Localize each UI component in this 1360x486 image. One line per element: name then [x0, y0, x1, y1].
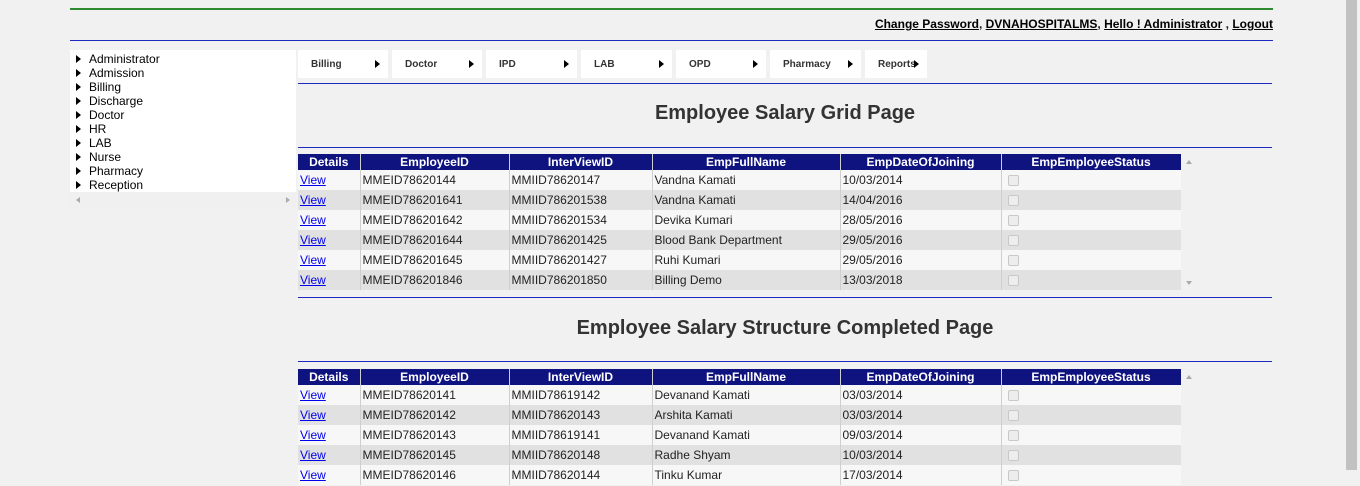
sidebar-item-reception[interactable]	[76, 178, 296, 192]
salary-grid	[298, 154, 1182, 290]
joining-date-cell: 13/03/2018	[840, 270, 1001, 290]
section-divider	[298, 297, 1272, 298]
interview-id-cell: MMIID78620148	[509, 445, 652, 465]
menu-item-label: Reports	[878, 58, 916, 70]
top-menu-bar	[298, 50, 927, 78]
top-green-rule	[70, 8, 1273, 10]
employee-id-cell: MMEID786201645	[360, 250, 509, 270]
completed-grid-container	[298, 369, 1197, 486]
status-checkbox	[1008, 390, 1019, 401]
full-name-cell: Billing Demo	[652, 270, 840, 290]
full-name-cell: Blood Bank Department	[652, 230, 840, 250]
sidebar-horizontal-scrollbar[interactable]	[70, 192, 296, 208]
caret-right-icon	[76, 125, 81, 133]
interview-id-cell: MMIID786201425	[509, 230, 652, 250]
sidebar-item-label: LAB	[89, 136, 112, 150]
page-vertical-scrollbar[interactable]	[1343, 0, 1360, 486]
full-name-cell: Devanand Kamati	[652, 425, 840, 445]
sidebar	[70, 50, 296, 208]
joining-date-cell: 28/05/2016	[840, 210, 1001, 230]
full-name-cell: Radhe Shyam	[652, 445, 840, 465]
sidebar-menu	[70, 50, 296, 192]
caret-right-icon	[76, 111, 81, 119]
caret-right-icon	[469, 60, 474, 68]
interview-id-cell: MMIID786201534	[509, 210, 652, 230]
scroll-up-icon[interactable]	[1186, 160, 1192, 164]
caret-right-icon	[76, 83, 81, 91]
table-row	[298, 170, 1181, 190]
joining-date-cell: 29/05/2016	[840, 250, 1001, 270]
menu-item-label: Billing	[311, 58, 342, 70]
employee-id-cell: MMEID78620144	[360, 170, 509, 190]
sidebar-item-lab[interactable]	[76, 136, 296, 150]
employee-id-cell: MMEID786201641	[360, 190, 509, 210]
view-link[interactable]: View	[300, 173, 326, 187]
table-row	[298, 385, 1181, 405]
grid-header-row	[298, 369, 1181, 385]
caret-right-icon	[375, 60, 380, 68]
menu-item-label: OPD	[689, 58, 711, 70]
table-row	[298, 190, 1181, 210]
menu-item-opd[interactable]	[676, 50, 766, 78]
joining-date-cell: 03/03/2014	[840, 385, 1001, 405]
menu-item-pharmacy[interactable]	[770, 50, 861, 78]
column-header-empdateofjoining: EmpDateOfJoining	[840, 369, 1001, 385]
salary-grid-title: Employee Salary Grid Page	[654, 102, 916, 124]
scrollbar-thumb[interactable]	[1346, 0, 1357, 470]
full-name-cell: Devika Kumari	[652, 210, 840, 230]
column-header-empemployeestatus: EmpEmployeeStatus	[1001, 369, 1181, 385]
sidebar-item-hr[interactable]	[76, 122, 296, 136]
joining-date-cell: 29/05/2016	[840, 230, 1001, 250]
view-link[interactable]: View	[300, 213, 326, 227]
menu-item-label: Doctor	[405, 58, 438, 70]
hospital-link[interactable]: DVNAHOSPITALMS	[985, 17, 1098, 31]
full-name-cell: Ruhi Kumari	[652, 250, 840, 270]
sidebar-item-doctor[interactable]	[76, 108, 296, 122]
caret-right-icon	[914, 60, 919, 68]
interview-id-cell: MMIID78620144	[509, 465, 652, 485]
employee-id-cell: MMEID786201642	[360, 210, 509, 230]
status-checkbox	[1008, 255, 1019, 266]
full-name-cell: Devanand Kamati	[652, 385, 840, 405]
interview-id-cell: MMIID786201538	[509, 190, 652, 210]
view-link[interactable]: View	[300, 468, 326, 482]
joining-date-cell: 03/03/2014	[840, 405, 1001, 425]
completed-grid-vertical-scrollbar[interactable]	[1181, 369, 1197, 486]
menu-item-label: LAB	[594, 58, 615, 70]
caret-right-icon	[76, 181, 81, 189]
employee-id-cell: MMEID78620141	[360, 385, 509, 405]
caret-right-icon	[76, 69, 81, 77]
column-header-employeeid: EmployeeID	[360, 154, 509, 170]
menu-item-label: Pharmacy	[783, 58, 831, 70]
column-header-details: Details	[298, 369, 360, 385]
greeting-link[interactable]: Hello ! Administrator	[1104, 17, 1223, 31]
view-link[interactable]: View	[300, 408, 326, 422]
view-link[interactable]: View	[300, 253, 326, 267]
status-checkbox	[1008, 430, 1019, 441]
status-checkbox	[1008, 410, 1019, 421]
change-password-link[interactable]: Change Password	[874, 17, 979, 31]
sidebar-item-label: Doctor	[89, 108, 125, 122]
caret-right-icon	[76, 97, 81, 105]
status-checkbox	[1008, 215, 1019, 226]
joining-date-cell: 10/03/2014	[840, 445, 1001, 465]
column-header-empfullname: EmpFullName	[652, 154, 840, 170]
interview-id-cell: MMIID78620143	[509, 405, 652, 425]
interview-id-cell: MMIID78619141	[509, 425, 652, 445]
joining-date-cell: 14/04/2016	[840, 190, 1001, 210]
menu-item-ipd[interactable]	[486, 50, 577, 78]
sidebar-item-nurse[interactable]	[76, 150, 296, 164]
view-link[interactable]: View	[300, 388, 326, 402]
sidebar-item-label: Pharmacy	[89, 164, 144, 178]
interview-id-cell: MMIID78620147	[509, 170, 652, 190]
column-header-empemployeestatus: EmpEmployeeStatus	[1001, 154, 1181, 170]
sidebar-item-label: Admission	[89, 66, 145, 80]
full-name-cell: Arshita Kamati	[652, 405, 840, 425]
column-header-empfullname: EmpFullName	[652, 369, 840, 385]
sidebar-item-administrator[interactable]	[76, 52, 296, 66]
view-link[interactable]: View	[300, 233, 326, 247]
employee-id-cell: MMEID78620142	[360, 405, 509, 425]
full-name-cell: Vandna Kamati	[652, 190, 840, 210]
interview-id-cell: MMIID78619142	[509, 385, 652, 405]
full-name-cell: Vandna Kamati	[652, 170, 840, 190]
scroll-left-icon[interactable]	[76, 197, 80, 203]
sidebar-item-label: Administrator	[89, 52, 160, 66]
section-divider	[298, 83, 1272, 84]
table-row	[298, 445, 1181, 465]
status-checkbox	[1008, 275, 1019, 286]
section-divider	[298, 147, 1272, 148]
scroll-right-icon[interactable]	[286, 197, 290, 203]
caret-right-icon	[564, 60, 569, 68]
table-row	[298, 250, 1181, 270]
header-links: Change Password, DVNAHOSPITALMS, Hello ! Administrator , Logout	[874, 17, 1273, 31]
employee-id-cell: MMEID78620143	[360, 425, 509, 445]
view-link[interactable]: View	[300, 273, 326, 287]
scroll-down-icon[interactable]	[1186, 281, 1192, 285]
table-row	[298, 465, 1181, 485]
employee-id-cell: MMEID786201644	[360, 230, 509, 250]
sidebar-item-discharge[interactable]	[76, 94, 296, 108]
caret-right-icon	[848, 60, 853, 68]
employee-id-cell: MMEID78620145	[360, 445, 509, 465]
sidebar-item-label: HR	[89, 122, 107, 136]
table-row	[298, 270, 1181, 290]
status-checkbox	[1008, 450, 1019, 461]
salary-grid-container	[298, 154, 1197, 291]
view-link[interactable]: View	[300, 448, 326, 462]
interview-id-cell: MMIID786201427	[509, 250, 652, 270]
view-link[interactable]: View	[300, 428, 326, 442]
menu-item-label: IPD	[499, 58, 516, 70]
table-row	[298, 405, 1181, 425]
scroll-up-icon[interactable]	[1186, 375, 1192, 379]
status-checkbox	[1008, 235, 1019, 246]
caret-right-icon	[76, 139, 81, 147]
status-checkbox	[1008, 195, 1019, 206]
employee-id-cell: MMEID786201846	[360, 270, 509, 290]
interview-id-cell: MMIID786201850	[509, 270, 652, 290]
sidebar-item-admission[interactable]	[76, 66, 296, 80]
joining-date-cell: 09/03/2014	[840, 425, 1001, 445]
table-row	[298, 230, 1181, 250]
column-header-interviewid: InterViewID	[509, 369, 652, 385]
table-row	[298, 210, 1181, 230]
caret-right-icon	[76, 167, 81, 175]
caret-right-icon	[753, 60, 758, 68]
column-header-employeeid: EmployeeID	[360, 369, 509, 385]
salary-grid-vertical-scrollbar[interactable]	[1181, 154, 1197, 291]
menu-item-doctor[interactable]	[392, 50, 482, 78]
sidebar-item-pharmacy[interactable]	[76, 164, 296, 178]
menu-item-lab[interactable]	[581, 50, 672, 78]
menu-item-reports[interactable]	[865, 50, 927, 78]
joining-date-cell: 17/03/2014	[840, 465, 1001, 485]
caret-right-icon	[76, 153, 81, 161]
caret-right-icon	[76, 55, 81, 63]
caret-right-icon	[659, 60, 664, 68]
employee-id-cell: MMEID78620146	[360, 465, 509, 485]
status-checkbox	[1008, 175, 1019, 186]
header-divider	[70, 40, 1273, 41]
sidebar-item-label: Nurse	[89, 150, 122, 164]
menu-item-billing[interactable]	[298, 50, 388, 78]
sidebar-item-label: Reception	[89, 178, 144, 192]
column-header-empdateofjoining: EmpDateOfJoining	[840, 154, 1001, 170]
table-row	[298, 425, 1181, 445]
joining-date-cell: 10/03/2014	[840, 170, 1001, 190]
column-header-interviewid: InterViewID	[509, 154, 652, 170]
status-checkbox	[1008, 470, 1019, 481]
full-name-cell: Tinku Kumar	[652, 465, 840, 485]
sidebar-item-label: Billing	[89, 80, 122, 94]
sidebar-item-label: Discharge	[89, 94, 144, 108]
completed-grid	[298, 369, 1182, 485]
grid-header-row	[298, 154, 1181, 170]
column-header-details: Details	[298, 154, 360, 170]
logout-link[interactable]: Logout	[1232, 17, 1273, 31]
completed-grid-title: Employee Salary Structure Completed Page	[576, 317, 994, 339]
view-link[interactable]: View	[300, 193, 326, 207]
sidebar-item-billing[interactable]	[76, 80, 296, 94]
section-divider	[298, 361, 1272, 362]
